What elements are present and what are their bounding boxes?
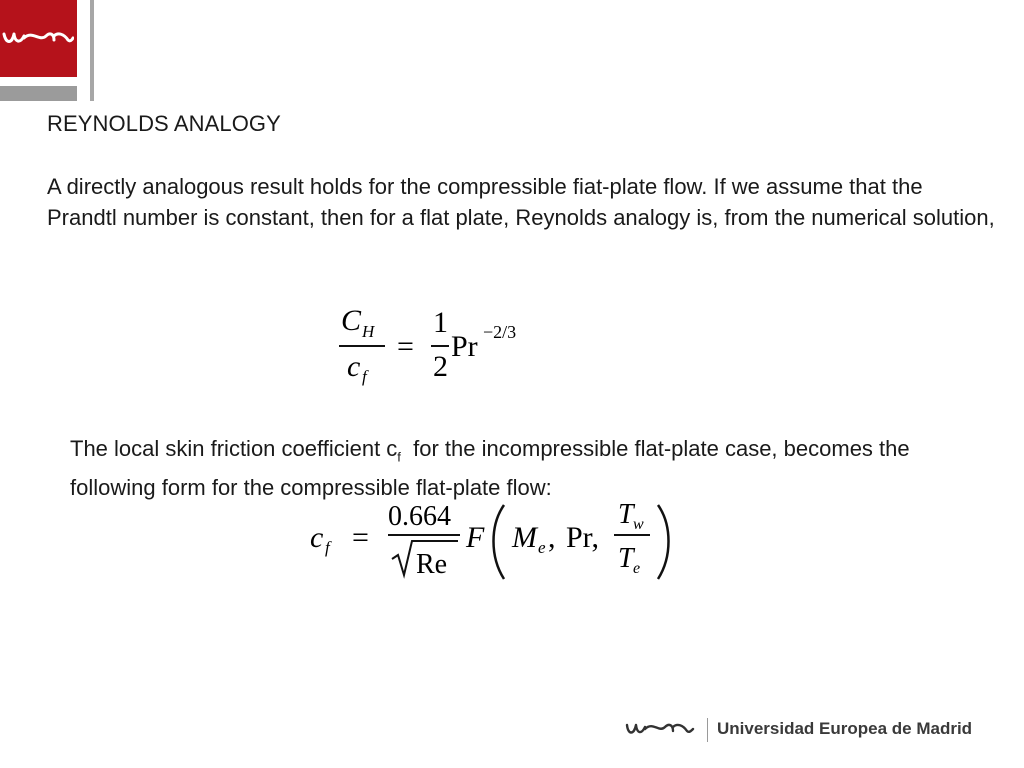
eq2-arg1-sub: e (538, 538, 546, 557)
eq1-rhs-base: Pr (451, 330, 478, 363)
eq2-frac-denominator-sub: e (633, 560, 641, 577)
eq1-equals: = (397, 330, 414, 363)
eq2-arg2: Pr, (566, 521, 599, 554)
skin-friction-text-after: for the incompressible flat-plate case, becomes the following form for the compressible flat-plate flow: (70, 436, 916, 501)
eq1-rhs-exponent: −2/3 (483, 322, 517, 342)
compressible-skin-friction-equation (308, 495, 678, 583)
header-divider (90, 0, 94, 101)
eq2-frac-numerator: T (618, 499, 634, 530)
logo-bar (0, 86, 77, 101)
eq2-left-paren-icon (494, 505, 505, 579)
skin-friction-subscript: f (397, 449, 401, 465)
footer-logo-icon (625, 719, 695, 741)
eq2-lhs-sub: f (325, 538, 330, 557)
eq2-right-paren-icon (658, 505, 669, 579)
skin-friction-text-before: The local skin friction coefficient c (70, 436, 398, 461)
slide-title: REYNOLDS ANALOGY (47, 111, 281, 136)
eq1-lhs-numerator-sub: H (362, 322, 375, 341)
logo-mark (0, 0, 77, 77)
eq1-rhs-numerator: 1 (433, 306, 448, 339)
skin-friction-paragraph (70, 433, 990, 503)
eq1-lhs-denominator-sub: f (362, 367, 367, 386)
institution-name: Universidad Europea de Madrid (717, 719, 973, 738)
eq2-lhs: c (310, 521, 324, 554)
footer-branding (625, 716, 973, 744)
eq2-equals: = (352, 521, 369, 554)
eq2-numerator: 0.664 (388, 501, 451, 532)
eq2-function: F (466, 521, 485, 554)
eq1-lhs-numerator: C (341, 304, 362, 337)
reynolds-analogy-equation (337, 300, 537, 395)
eq2-arg1: M (512, 521, 537, 554)
eq2-frac-denominator: T (618, 543, 634, 574)
eq2-frac-numerator-sub: w (633, 516, 644, 533)
eq1-rhs-denominator: 2 (433, 350, 448, 383)
intro-paragraph: A directly analogous result holds for the compressible fiat-plate flow. If we assume that the Prandtl number is constant, then for a flat plate, Reynolds analogy is, from the numerical solution, (47, 174, 995, 230)
eq2-comma1: , (548, 521, 556, 554)
eq2-denominator: Re (416, 549, 448, 580)
footer-separator (707, 718, 708, 742)
eq1-lhs-denominator: c (347, 350, 361, 383)
logo-script-icon (2, 24, 74, 52)
